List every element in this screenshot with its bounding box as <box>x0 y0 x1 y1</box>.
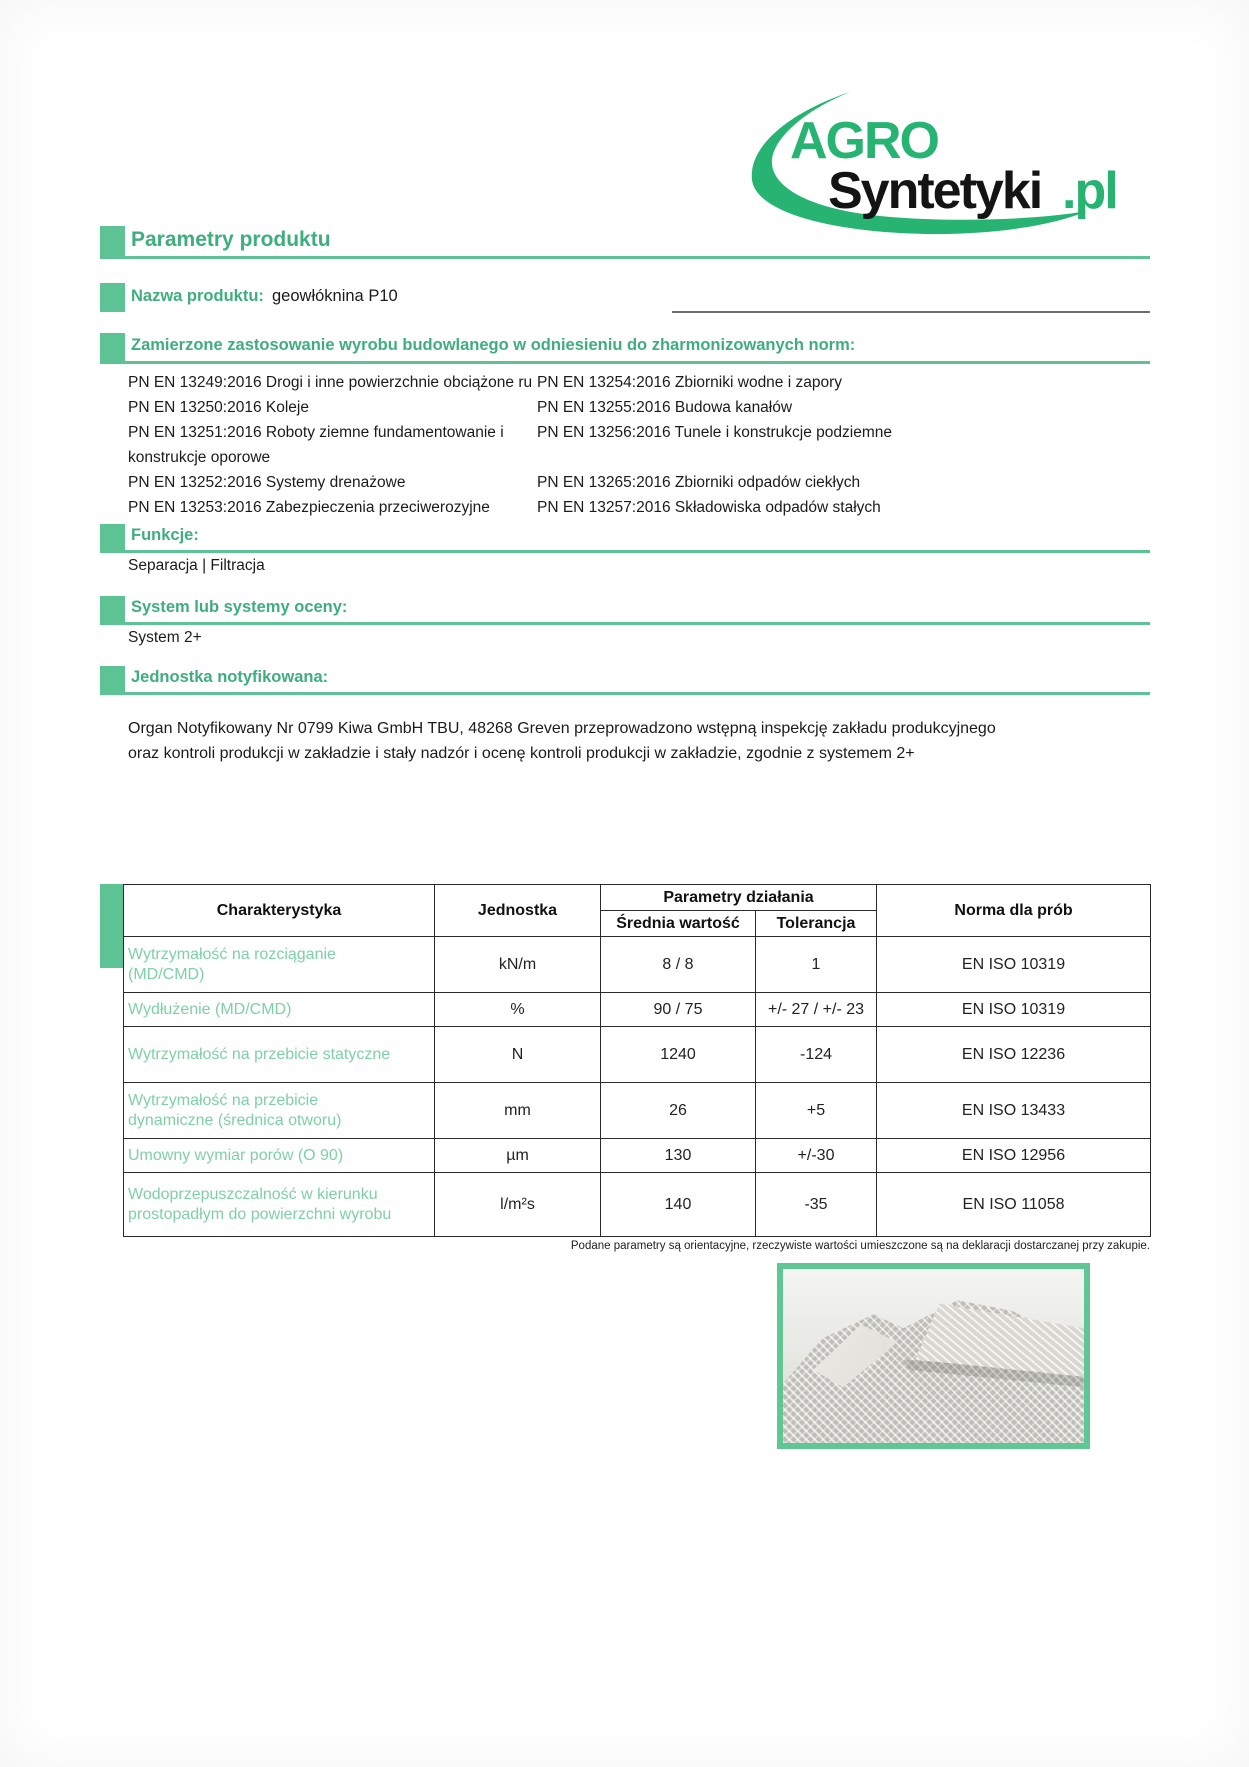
system-title: System lub systemy oceny: <box>131 598 348 616</box>
table-row <box>124 1139 1151 1173</box>
norm-item: PN EN 13251:2016 Roboty ziemne fundamentowanie i konstrukcje oporowe <box>128 424 504 466</box>
section-underline <box>100 622 1150 625</box>
characteristic-cell: Wytrzymałość na rozciąganie (MD/CMD) <box>128 945 336 983</box>
mean-cell: 130 <box>601 1139 756 1173</box>
table-row <box>124 1173 1151 1237</box>
agrosyntetyki-logo <box>690 88 1150 240</box>
unit-cell: l/m²s <box>435 1173 601 1237</box>
norms-list-right <box>537 370 1147 520</box>
norm-item: PN EN 13252:2016 Systemy drenażowe <box>128 474 406 491</box>
norm-item: PN EN 13255:2016 Budowa kanałów <box>537 399 793 416</box>
mean-cell: 90 / 75 <box>601 993 756 1027</box>
section-marker <box>100 226 125 258</box>
table-header-row <box>124 885 1151 911</box>
tolerance-cell: +5 <box>756 1083 877 1139</box>
section-underline <box>100 692 1150 695</box>
characteristic-cell: Wytrzymałość na przebicie statyczne <box>128 1045 391 1063</box>
header-mean-value: Średnia wartość <box>601 911 756 937</box>
table-footnote: Podane parametry są orientacyjne, rzeczywiste wartości umieszczone są na deklaracji dostarczanej przy zakupie. <box>570 1240 1150 1252</box>
product-photo <box>777 1263 1090 1449</box>
unit-cell: % <box>435 993 601 1027</box>
characteristic-cell: Wodoprzepuszczalność w kierunku prostopadłym do powierzchni wyrobu <box>128 1185 392 1223</box>
norm-item: PN EN 13254:2016 Zbiorniki wodne i zapory <box>537 374 843 391</box>
system-value: System 2+ <box>128 629 202 646</box>
norm-cell: EN ISO 12956 <box>877 1139 1151 1173</box>
product-name-label: Nazwa produktu: <box>131 287 264 305</box>
tolerance-cell: -124 <box>756 1027 877 1083</box>
section-underline <box>100 550 1150 553</box>
logo-text-pl: .pl <box>1062 162 1117 220</box>
tolerance-cell: +/- 27 / +/- 23 <box>756 993 877 1027</box>
section-underline <box>100 361 1150 364</box>
unit-cell: N <box>435 1027 601 1083</box>
mean-cell: 26 <box>601 1083 756 1139</box>
logo-text-agro: AGRO <box>790 112 938 170</box>
logo-text-syntetyki: Syntetyki <box>828 162 1042 220</box>
notified-body-text-line: Organ Notyfikowany Nr 0799 Kiwa GmbH TBU, 48268 Greven przeprowadzono wstępną inspekcję zakładu produkcyjnego <box>128 720 996 737</box>
unit-cell: kN/m <box>435 937 601 993</box>
table-row <box>124 1083 1151 1139</box>
section-marker <box>100 884 123 968</box>
header-norm: Norma dla prób <box>877 885 1151 937</box>
norm-cell: EN ISO 12236 <box>877 1027 1151 1083</box>
tolerance-cell: +/-30 <box>756 1139 877 1173</box>
norm-cell: EN ISO 10319 <box>877 937 1151 993</box>
product-name-value: geowłóknina P10 <box>272 287 398 305</box>
header-tolerance: Tolerancja <box>756 911 877 937</box>
norm-item: PN EN 13249:2016 Drogi i inne powierzchnie obciążone ru <box>128 374 533 391</box>
header-unit: Jednostka <box>435 885 601 937</box>
norm-item: PN EN 13257:2016 Składowiska odpadów stałych <box>537 499 881 516</box>
norm-item: PN EN 13250:2016 Koleje <box>128 399 309 416</box>
unit-cell: µm <box>435 1139 601 1173</box>
tolerance-cell: -35 <box>756 1173 877 1237</box>
norm-cell: EN ISO 10319 <box>877 993 1151 1027</box>
norm-item: PN EN 13256:2016 Tunele i konstrukcje podziemne <box>537 424 892 441</box>
section-marker <box>100 596 125 624</box>
parameters-table <box>123 884 1151 1237</box>
section-marker <box>100 666 125 694</box>
characteristic-cell: Wytrzymałość na przebicie dynamiczne (średnica otworu) <box>128 1091 342 1129</box>
notified-body-text-line: oraz kontroli produkcji w zakładzie i stały nadzór i ocenę kontroli produkcji w zakładzie, zgodnie z systemem 2+ <box>128 745 915 762</box>
field-underline <box>672 311 1150 313</box>
header-characteristic: Charakterystyka <box>124 885 435 937</box>
logo-swoosh-icon <box>690 88 1150 240</box>
tolerance-cell: 1 <box>756 937 877 993</box>
norm-item: PN EN 13253:2016 Zabezpieczenia przeciwerozyjne <box>128 499 490 516</box>
page-title: Parametry produktu <box>131 228 331 251</box>
norm-item: PN EN 13265:2016 Zbiorniki odpadów ciekłych <box>537 474 861 491</box>
table-row <box>124 1027 1151 1083</box>
notified-body-title: Jednostka notyfikowana: <box>131 668 329 686</box>
section-marker <box>100 524 125 552</box>
functions-value: Separacja | Filtracja <box>128 557 265 574</box>
mean-cell: 1240 <box>601 1027 756 1083</box>
norm-cell: EN ISO 13433 <box>877 1083 1151 1139</box>
mean-cell: 140 <box>601 1173 756 1237</box>
mean-cell: 8 / 8 <box>601 937 756 993</box>
functions-title: Funkcje: <box>131 526 199 544</box>
norm-item <box>537 445 1147 470</box>
table-row <box>124 993 1151 1027</box>
characteristic-cell: Wydłużenie (MD/CMD) <box>128 1000 292 1018</box>
norm-cell: EN ISO 11058 <box>877 1173 1151 1237</box>
characteristic-cell: Umowny wymiar porów (O 90) <box>128 1146 344 1164</box>
intended-use-title: Zamierzone zastosowanie wyrobu budowlanego w odniesieniu do zharmonizowanych norm: <box>131 336 856 354</box>
norms-list-left <box>128 370 537 520</box>
section-marker <box>100 333 125 362</box>
table-row <box>124 937 1151 993</box>
header-parameters-group: Parametry działania <box>601 885 877 911</box>
section-marker <box>100 283 125 312</box>
section-underline <box>100 256 1150 259</box>
unit-cell: mm <box>435 1083 601 1139</box>
